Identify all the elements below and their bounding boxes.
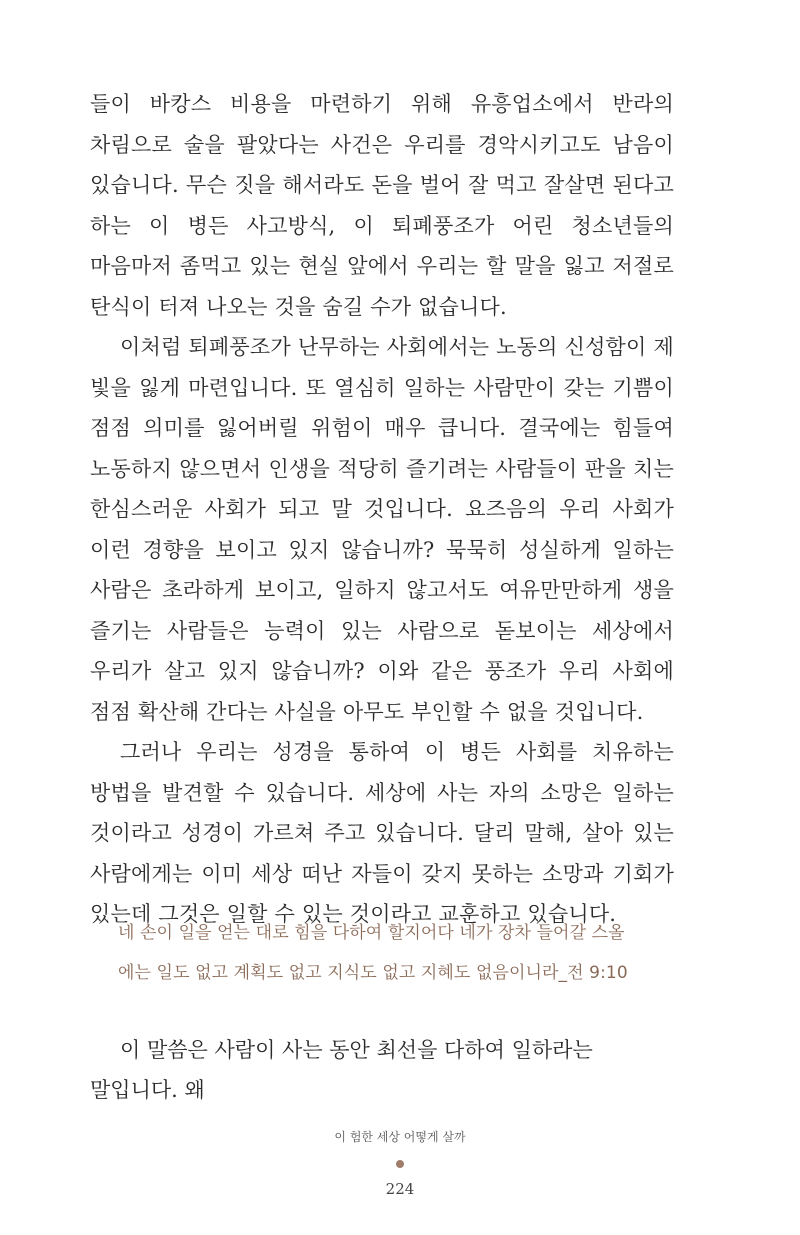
paragraph-4: 이 말씀은 사람이 사는 동안 최선을 다하여 일하라는 말입니다. 왜 <box>90 1038 593 1102</box>
running-footer-title: 이 험한 세상 어떻게 살까 <box>334 1130 466 1144</box>
continuation-paragraph <box>90 1030 674 1110</box>
footer-dot-ornament <box>396 1160 404 1168</box>
paragraph-1: 들이 바캉스 비용을 마련하기 위해 유흥업소에서 반라의 차림으로 술을 팔았다는 사건은 우리를 경악시키고도 남음이 있습니다. 무슨 짓을 해서라도 돈을 벌어 잘 먹고 잘살면 된다고 하는 이 병든 사고방식, 이 퇴폐풍조가 어린 청소년들의 마음마저 좀먹고 있는 현실 앞에서 우리는 할 말을 잃고 저절로 탄식이 터져 나오는 것을 숨길 수가 없습니다. <box>90 92 674 319</box>
quote-line-2: 에는 일도 없고 계획도 없고 지식도 없고 지혜도 없음이니라_전 9:10 <box>118 963 628 983</box>
paragraph-3: 그러나 우리는 성경을 통하여 이 병든 사회를 치유하는 방법을 발견할 수 있습니다. 세상에 사는 자의 소망은 일하는 것이라고 성경이 가르쳐 주고 있습니다. 달리 말해, 살아 있는 사람에게는 이미 세상 떠난 자들이 갖지 못하는 소망과 기회가 있는데 그것은 일할 수 있는 것이라고 교훈하고 있습니다. <box>90 740 674 926</box>
paragraph-2: 이처럼 퇴폐풍조가 난무하는 사회에서는 노동의 신성함이 제 빛을 잃게 마련입니다. 또 열심히 일하는 사람만이 갖는 기쁨이 점점 의미를 잃어버릴 위험이 매우 큽니다. 결국에는 힘들여 노동하지 않으면서 인생을 적당히 즐기려는 사람들이 판을 치는 한심스러운 사회가 되고 말 것입니다. 요즈음의 우리 사회가 이런 경향을 보이고 있지 않습니까? 묵묵히 성실하게 일하는 사람은 초라하게 보이고, 일하지 않고서도 여유만만하게 생을 즐기는 사람들은 능력이 있는 사람으로 돋보이는 세상에서 우리가 살고 있지 않습니까? 이와 같은 풍조가 우리 사회에 점점 확산해 간다는 사실을 아무도 부인할 수 없을 것입니다. <box>90 335 674 724</box>
quote-line-1: 네 손이 일을 얻는 대로 힘을 다하여 할지어다 네가 장차 들어갈 스올 <box>118 923 625 943</box>
page-number: 224 <box>385 1180 415 1198</box>
main-body-text <box>90 84 674 935</box>
scripture-quote <box>118 913 678 993</box>
